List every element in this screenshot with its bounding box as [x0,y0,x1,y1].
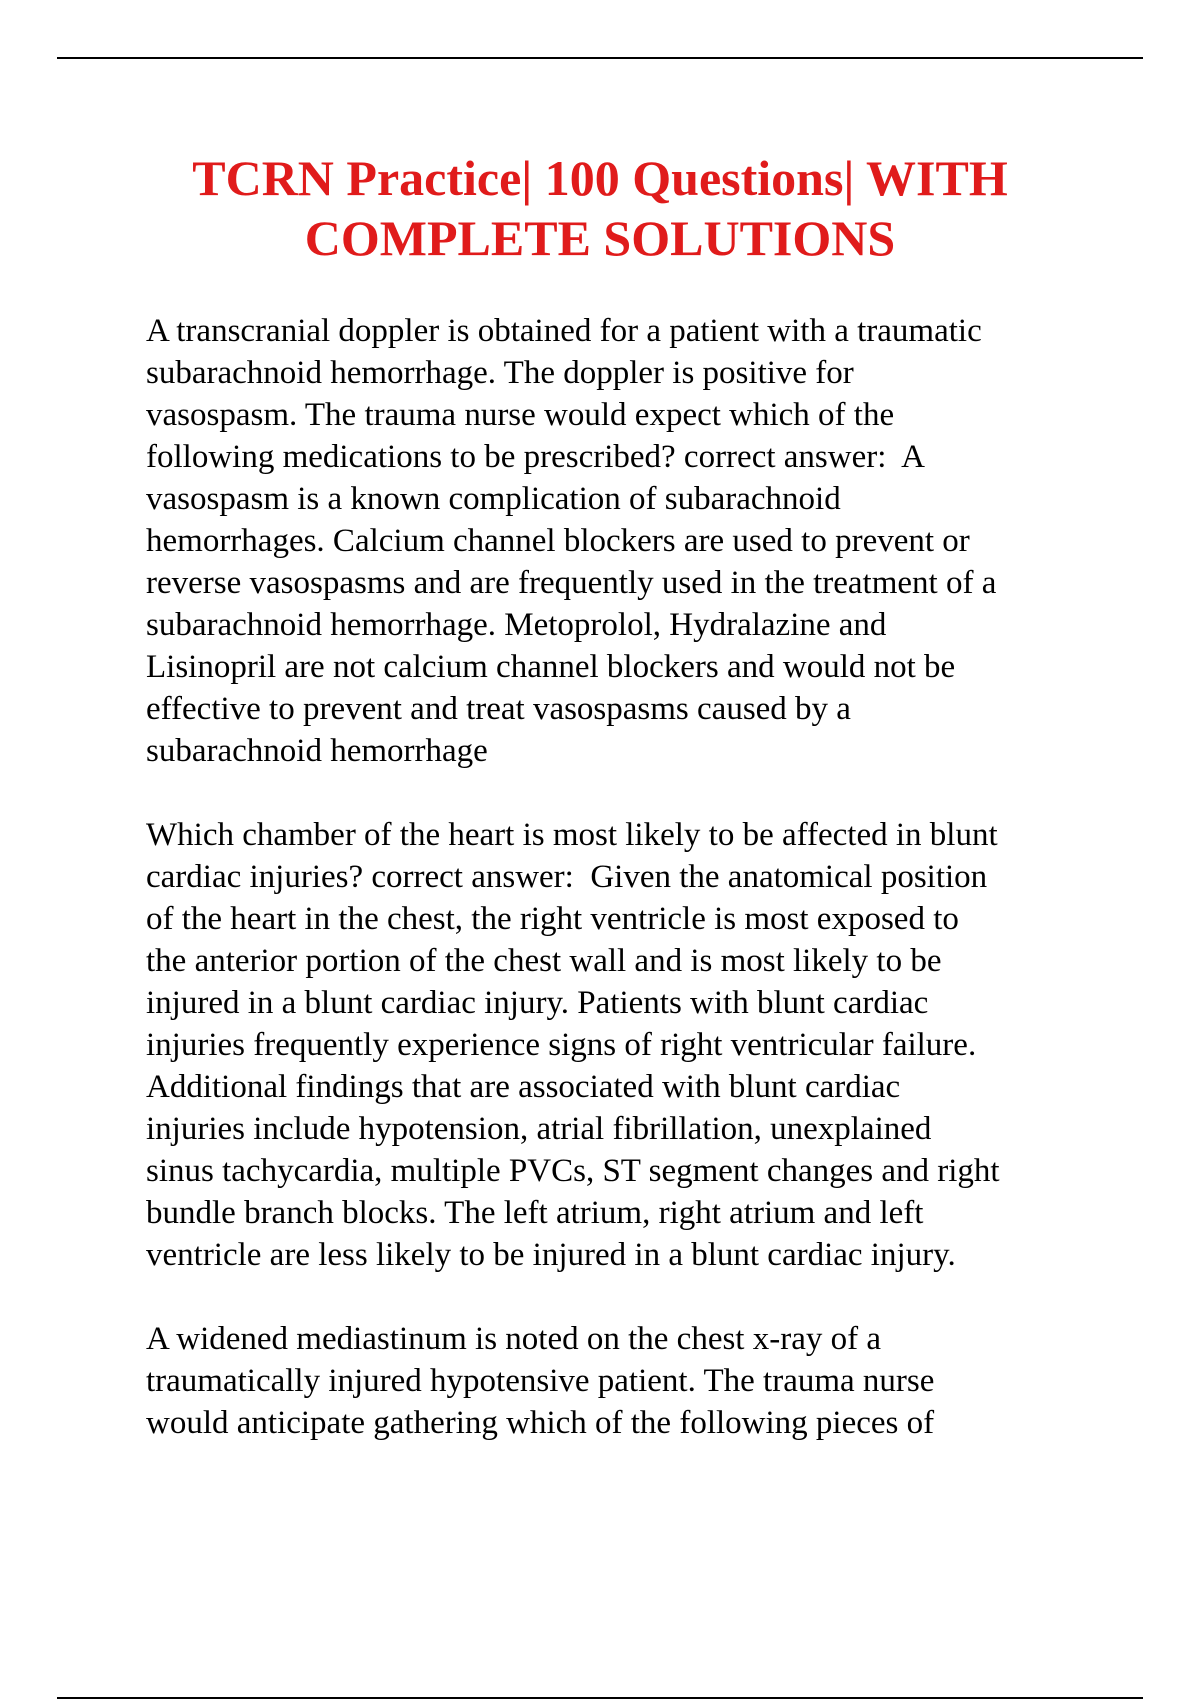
document-body [146,310,1096,1486]
text-line: would anticipate gathering which of the following pieces of [146,1405,935,1441]
text-line: subarachnoid hemorrhage. The doppler is positive for [146,355,854,391]
text-line: of the heart in the chest, the right ventricle is most exposed to [146,901,959,937]
text-line: injured in a blunt cardiac injury. Patients with blunt cardiac [146,985,929,1021]
title-line-2: COMPLETE SOLUTIONS [304,210,896,266]
text-line: injuries include hypotension, atrial fibrillation, unexplained [146,1111,932,1147]
text-line: subarachnoid hemorrhage. Metoprolol, Hydralazine and [146,607,887,643]
text-line: hemorrhages. Calcium channel blockers are used to prevent or [146,523,970,559]
text-line: vasospasm is a known complication of subarachnoid [146,481,841,517]
top-divider [57,57,1143,59]
text-line: following medications to be prescribed? correct answer: A [146,439,925,475]
text-line: Additional findings that are associated with blunt cardiac [146,1069,901,1105]
text-line: effective to prevent and treat vasospasms caused by a [146,691,851,727]
document-title [100,148,1100,268]
text-line: traumatically injured hypotensive patient. The trauma nurse [146,1363,935,1399]
bottom-divider [57,1697,1143,1699]
text-line: Which chamber of the heart is most likely to be affected in blunt [146,817,998,853]
question-block-3 [146,1318,1096,1444]
text-line: ventricle are less likely to be injured in a blunt cardiac injury. [146,1237,956,1273]
text-line: sinus tachycardia, multiple PVCs, ST segment changes and right [146,1153,1000,1189]
text-line: injuries frequently experience signs of right ventricular failure. [146,1027,977,1063]
text-line: A transcranial doppler is obtained for a patient with a traumatic [146,313,982,349]
question-block-2 [146,814,1096,1276]
title-line-1: TCRN Practice| 100 Questions| WITH [192,150,1008,206]
question-block-1 [146,310,1096,772]
text-line: subarachnoid hemorrhage [146,733,488,769]
text-line: vasospasm. The trauma nurse would expect which of the [146,397,895,433]
text-line: cardiac injuries? correct answer: Given the anatomical position [146,859,988,895]
text-line: bundle branch blocks. The left atrium, right atrium and left [146,1195,924,1231]
text-line: the anterior portion of the chest wall and is most likely to be [146,943,942,979]
text-line: reverse vasospasms and are frequently used in the treatment of a [146,565,997,601]
text-line: A widened mediastinum is noted on the chest x-ray of a [146,1321,881,1357]
text-line: Lisinopril are not calcium channel blockers and would not be [146,649,956,685]
